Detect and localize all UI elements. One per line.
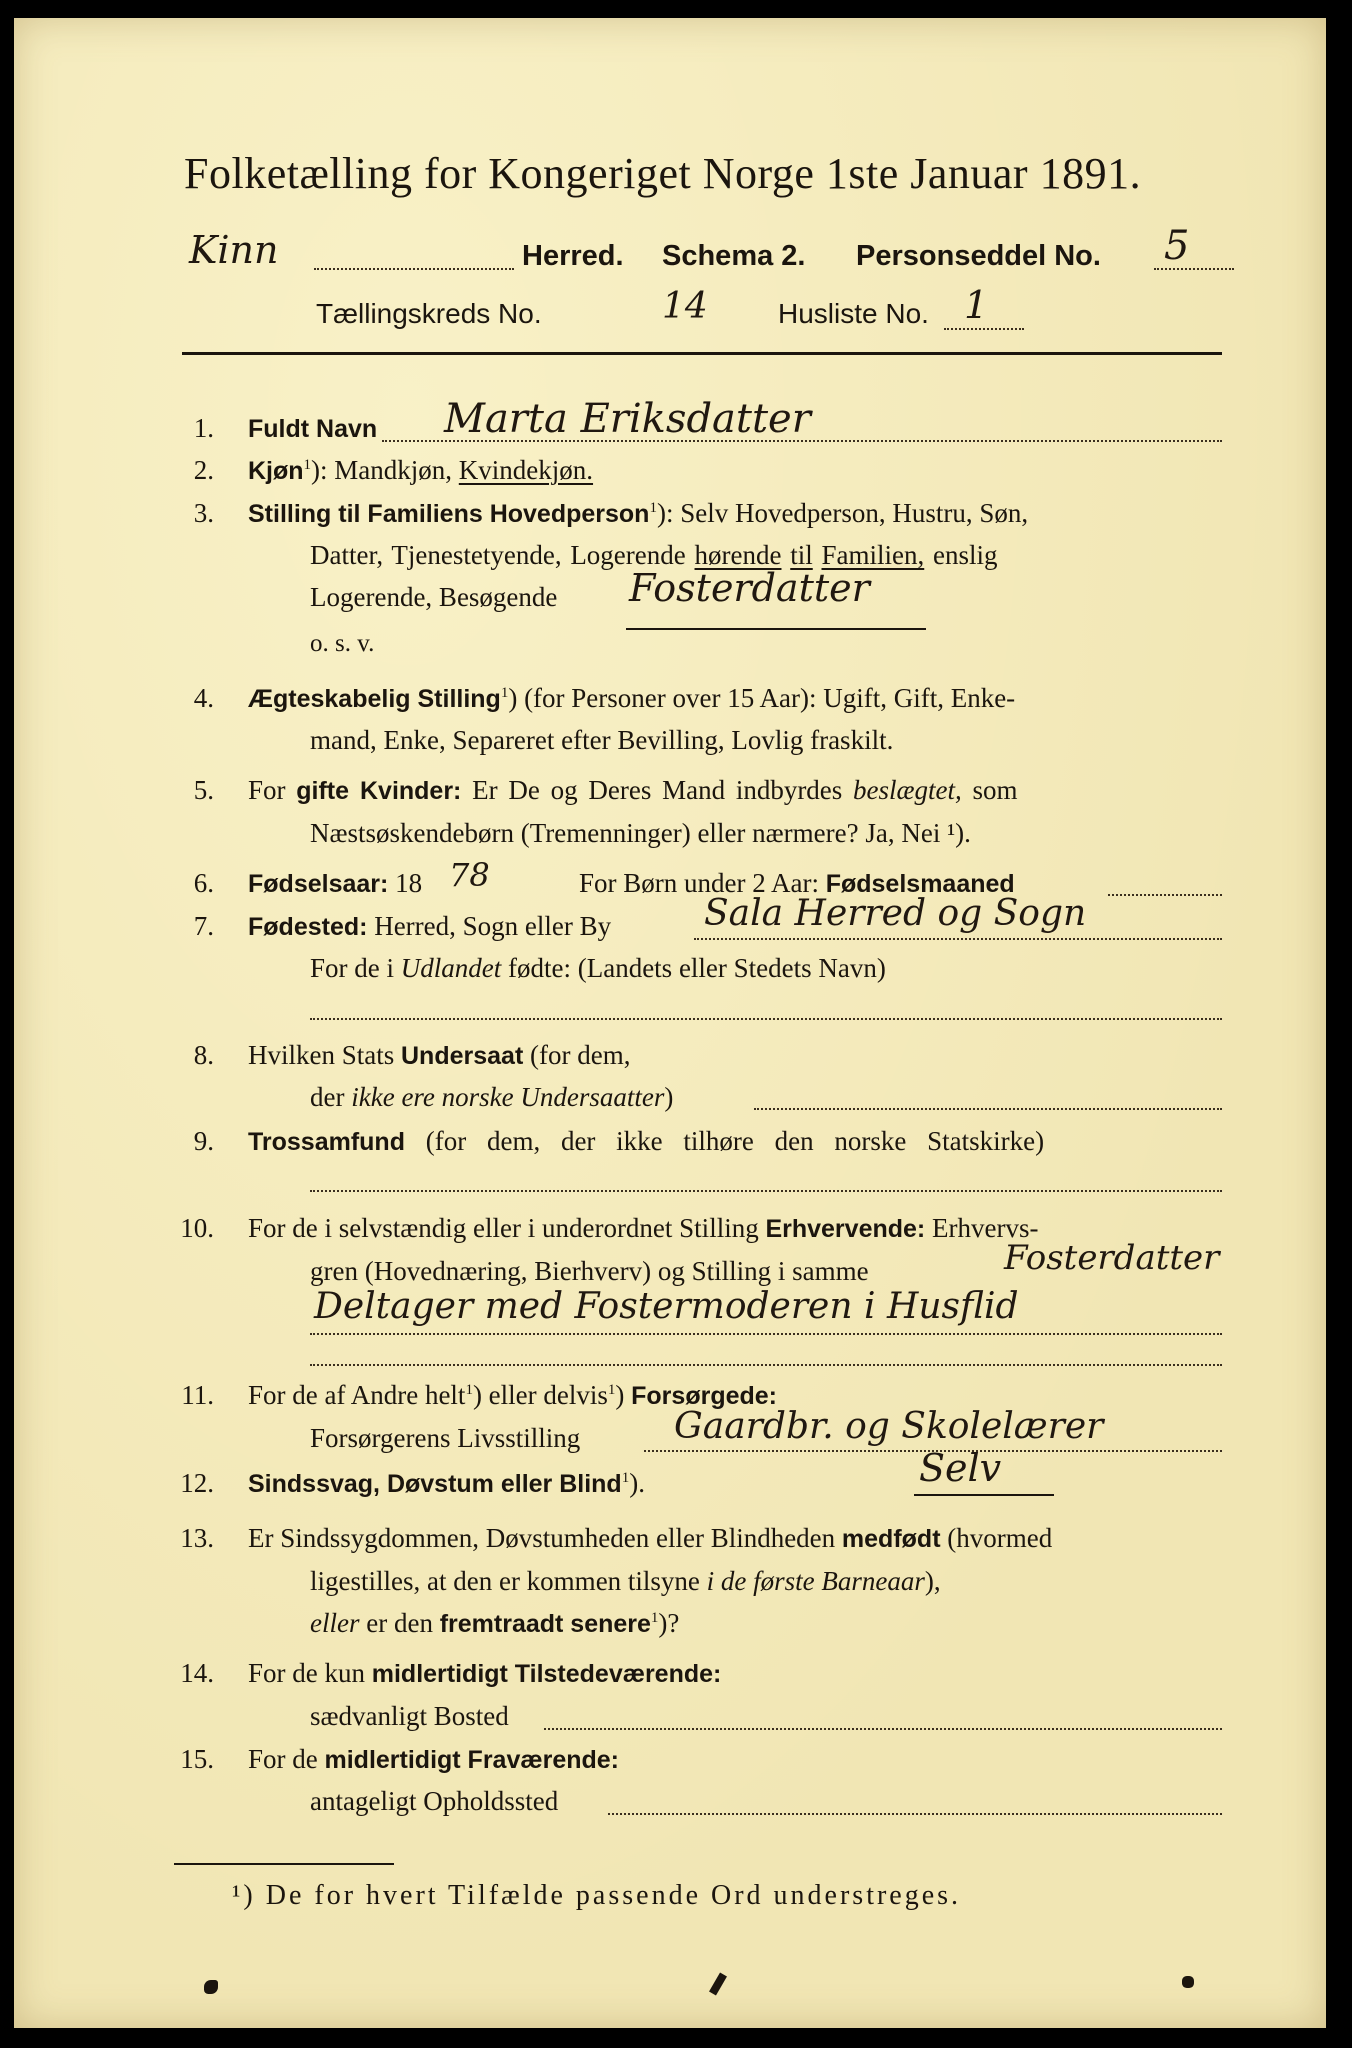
q10-label: Erhvervende: xyxy=(765,1215,926,1243)
q12-label: Sindssvag, Døvstum eller Blind xyxy=(248,1470,622,1498)
q5-c: beslægtet, xyxy=(853,775,962,805)
q13-line2-a: ligestilles, at den er kommen tilsyne xyxy=(310,1566,700,1596)
q5-number: 5. xyxy=(193,775,214,805)
q14-a: For de kun xyxy=(248,1658,365,1688)
q5-b: Er De og Deres Mand indbyrdes xyxy=(472,775,843,805)
q10-handwritten-2: Deltager med Fostermoderen i Husflid xyxy=(314,1286,1019,1327)
q11-c: ) xyxy=(615,1380,625,1410)
q7-line3-dotted xyxy=(310,1018,1222,1020)
q3-line2-familien: Familien, xyxy=(821,540,925,570)
q2-text-a: ): Mandkjøn, xyxy=(311,455,453,485)
husliste-dotted-line xyxy=(944,328,1024,330)
herred-label: Herred. xyxy=(522,240,624,272)
kreds-label: Tællingskreds No. xyxy=(316,298,542,329)
q7-label: Fødested: xyxy=(248,913,368,941)
q3-underline xyxy=(626,628,926,630)
q9-text: (for dem, der ikke tilhøre den norske Statskirke) xyxy=(425,1126,1045,1156)
q12-underline xyxy=(914,1494,1054,1496)
q4-label: Ægteskabelig Stilling xyxy=(248,685,501,713)
q14-dotted-line xyxy=(544,1728,1222,1730)
q10-dotted-line-a xyxy=(310,1333,1222,1335)
q3-number: 3. xyxy=(193,498,214,528)
q10-b: Erhvervs- xyxy=(932,1213,1039,1243)
q6-prefix: 18 xyxy=(395,868,423,898)
q4-line2: mand, Enke, Separeret efter Bevilling, Lovlig fraskilt. xyxy=(310,725,894,755)
q7-line2-c: fødte: (Landets eller Stedets Navn) xyxy=(508,953,886,983)
q3-handwritten: Fosterdatter xyxy=(629,566,870,610)
footnote: ¹) De for hvert Tilfælde passende Ord understreges. xyxy=(232,1880,962,1911)
q13-label2: fremtraadt senere xyxy=(439,1610,651,1638)
q3-line2-til: til xyxy=(790,540,813,570)
q11-footnote-mark-2: 1 xyxy=(607,1382,616,1398)
q8-dotted-line xyxy=(754,1108,1222,1110)
q13-a: Er Sindssygdommen, Døvstumheden eller Blindheden xyxy=(248,1523,836,1553)
ink-mark-left xyxy=(204,1980,218,1994)
q7-handwritten: Sala Herred og Sogn xyxy=(704,893,1087,934)
q15-label: midlertidigt Fraværende: xyxy=(324,1746,619,1774)
q1-handwritten-name: Marta Eriksdatter xyxy=(444,396,811,442)
q13-line3-c: )? xyxy=(658,1608,680,1638)
q13-number: 13. xyxy=(180,1523,214,1553)
q11-b: ) eller delvis xyxy=(472,1380,608,1410)
q13-line3-b: er den xyxy=(366,1608,433,1638)
personseddel-dotted-line xyxy=(1154,268,1234,270)
q14-number: 14. xyxy=(180,1658,214,1688)
q2-kvindekjon: Kvindekjøn. xyxy=(458,455,594,485)
q10-line2: gren (Hovednæring, Bierhverv) og Stilling i samme xyxy=(310,1256,869,1286)
q6-label2: Fødselsmaaned xyxy=(825,870,1015,898)
footnote-rule xyxy=(174,1863,394,1865)
q8-line2-b: ikke ere norske Undersaatter xyxy=(351,1082,665,1112)
q1-number: 1. xyxy=(193,413,214,443)
q5-a: For xyxy=(248,775,286,805)
q4-footnote-mark: 1 xyxy=(500,685,509,701)
q6-label: Fødselsaar: xyxy=(248,870,389,898)
q10-dotted-line-b xyxy=(310,1364,1222,1366)
husliste-handwritten: 1 xyxy=(964,283,989,327)
q7-number: 7. xyxy=(193,911,214,941)
q10-handwritten-1: Fosterdatter xyxy=(1004,1238,1220,1278)
q13-label: medfødt xyxy=(841,1525,941,1553)
q6-dotted-line xyxy=(1108,894,1222,896)
q14-line2: sædvanligt Bosted xyxy=(310,1701,509,1731)
q2-number: 2. xyxy=(193,455,214,485)
q6-handwritten-year: 78 xyxy=(449,856,490,894)
q4-line1: ) (for Personer over 15 Aar): Ugift, Gift, Enke- xyxy=(508,683,1016,713)
q11-number: 11. xyxy=(181,1380,214,1410)
q7-line2-a: For de i xyxy=(310,953,394,983)
q13-line2-b: i de første Barneaar xyxy=(706,1566,925,1596)
ink-mark-right xyxy=(1182,1976,1194,1988)
q12-handwritten: Selv xyxy=(919,1446,1002,1490)
herred-dotted-line xyxy=(314,268,514,270)
q11-line2: Forsørgerens Livsstilling xyxy=(310,1423,581,1453)
q10-a: For de i selvstændig eller i underordnet Stilling xyxy=(248,1213,759,1243)
q15-number: 15. xyxy=(180,1744,214,1774)
q3-line4: o. s. v. xyxy=(310,630,375,657)
q9-number: 9. xyxy=(193,1126,214,1156)
q7-dotted-line xyxy=(694,938,1222,940)
q8-a: Hvilken Stats xyxy=(248,1040,395,1070)
q8-line2-a: der xyxy=(310,1082,345,1112)
q15-line2: antageligt Opholdssted xyxy=(310,1786,559,1816)
q11-handwritten: Gaardbr. og Skolelærer xyxy=(674,1406,1104,1447)
q2-footnote-mark: 1 xyxy=(303,457,312,473)
q5-line2: Næstsøskendebørn (Tremenninger) eller nærmere? Ja, Nei ¹). xyxy=(310,818,971,848)
q6-number: 6. xyxy=(193,868,214,898)
q15-dotted-line xyxy=(608,1813,1222,1815)
form-title: Folketælling for Kongeriget Norge 1ste Januar 1891. xyxy=(184,149,1142,198)
q11-footnote-mark-1: 1 xyxy=(465,1382,473,1398)
q1-label: Fuldt Navn xyxy=(248,415,378,443)
q11-label: Forsørgede: xyxy=(631,1382,777,1410)
q14-label: midlertidigt Tilstedeværende: xyxy=(371,1660,722,1688)
q9-label: Trossamfund xyxy=(248,1128,405,1156)
q3-line2-a: Datter, Tjenestetyende, Logerende xyxy=(310,540,686,570)
q3-line2-horende: hørende xyxy=(694,540,782,570)
kreds-handwritten: 14 xyxy=(662,286,708,327)
q12-a: ). xyxy=(629,1468,645,1498)
personseddel-handwritten: 5 xyxy=(1164,223,1190,269)
q8-number: 8. xyxy=(193,1040,214,1070)
q3-line2-enslig: enslig xyxy=(933,540,998,570)
q3-line1: ): Selv Hovedperson, Hustru, Søn, xyxy=(656,498,1029,528)
q4-number: 4. xyxy=(193,683,214,713)
q12-number: 12. xyxy=(180,1468,214,1498)
q7-line2-b: Udlandet xyxy=(400,953,502,983)
q13-b: (hvormed xyxy=(947,1523,1053,1553)
q5-label: gifte Kvinder: xyxy=(296,777,462,805)
q10-number: 10. xyxy=(180,1213,214,1243)
q3-label: Stilling til Familiens Hovedperson xyxy=(248,500,650,528)
q6-b: For Børn under 2 Aar: xyxy=(579,868,819,898)
q3-footnote-mark: 1 xyxy=(649,500,657,516)
census-form-paper: Folketælling for Kongeriget Norge 1ste Januar 1891. Kinn Herred. Schema 2. Personseddel No. 5 Tællingskreds No. 14 Husliste No. 1 1. Fuldt Navn Marta Eriksdatter 2. Kjøn$^1$): Mandkjøn, Kvindekjøn. 3. Stilling til Familiens Hovedperson$^1$): Selv Hovedperson, Hustru, Søn, Datter, Tjenestetyende, Logerende hørende til Familien, enslig Logerende, Besøgende Fosterdatter o. s. v. 4. Ægteskabelig Stilling$^1$) (for Personer over 15 Aar): Ugift, Gift, Enke- mand, Enke, Separeret efter Bevilling, Lovlig fraskilt. 5. For gifte Kvinder: Er De og Deres Mand indbyrdes beslægtet, som Næstsøskendebørn (Tremenninger) eller nærmere? Ja, Nei ¹). 6. Fødselsaar: 18 78 For Børn under 2 Aar: Fødselsmaaned 7. Fødested: Herred, Sogn eller By Sala Herred og Sogn For de i Udlandet fødte: (Landets eller Stedets Navn) 8. Hvilken Stats Undersaat (for dem, der ikke ere norske Undersaatter) 9. Trossamfund (for dem, der ikke tilhøre den norske Statskirke) 10. For de i selvstændig eller i underordnet Stilling Erhvervende: Erhvervs- gren (Hovednæring, Bierhverv) og Stilling i samme Fosterdatter Deltager med Fostermoderen i Husflid 11. For de af Andre helt$^1$) eller delvis$^1$) Forsørgede: Forsørgerens Livsstilling Gaardbr. og Skolelærer 12. Sindssvag, Døvstum eller Blind$^1$). Selv 13. Er Sindssygdommen, Døvstumheden eller Blindheden medfødt (hvormed ligestilles, at den er kommen tilsyne i de første Barneaar), eller er den fremtraadt senere$^1$)? 14. For de kun midlertidigt Tilstedeværende: sædvanligt Bosted 15. For de midlertidigt Fraværende: antageligt Opholdssted ¹) De for hvert Tilfælde passende Ord understreges. xyxy=(14,18,1326,2028)
husliste-label: Husliste No. xyxy=(778,298,929,329)
q7-a: Herred, Sogn eller By xyxy=(374,911,612,941)
q3-line3: Logerende, Besøgende xyxy=(310,582,558,612)
ink-mark-center xyxy=(709,1972,727,1995)
q13-line3-a: eller xyxy=(310,1608,360,1638)
q1-dotted-line xyxy=(382,440,1222,442)
q8-label: Undersaat xyxy=(401,1042,524,1070)
herred-handwritten: Kinn xyxy=(189,228,279,272)
q8-b: (for dem, xyxy=(530,1040,631,1070)
q15-a: For de xyxy=(248,1744,318,1774)
q9-dotted-line xyxy=(310,1190,1222,1192)
q5-d: som xyxy=(972,775,1018,805)
q2-label: Kjøn xyxy=(248,457,304,485)
personseddel-label: Personseddel No. xyxy=(856,240,1101,272)
q11-a: For de af Andre helt xyxy=(248,1380,466,1410)
header-rule xyxy=(182,352,1222,355)
schema-label: Schema 2. xyxy=(662,240,806,272)
